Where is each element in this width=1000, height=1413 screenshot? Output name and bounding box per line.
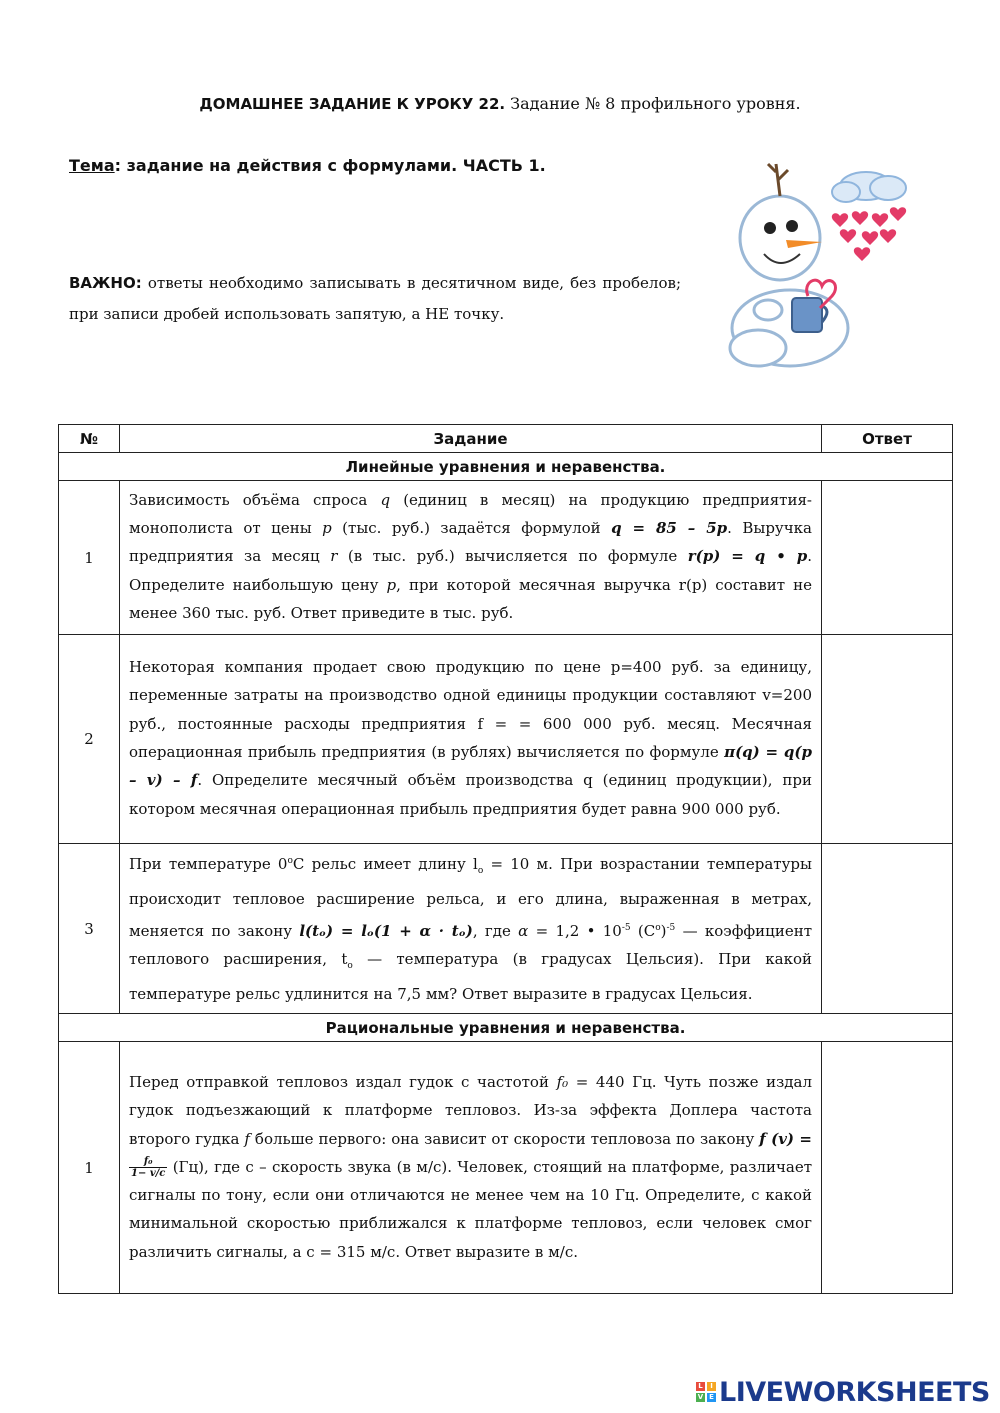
col-number-header: №: [59, 425, 120, 453]
formula: π(q) = q(p – v) – f: [129, 743, 812, 790]
brand-name: LIVEWORKSHEETS: [719, 1376, 990, 1408]
table-row: [59, 844, 953, 1014]
formula: f (v) =: [759, 1129, 812, 1148]
section-linear-title: Линейные уравнения и неравенства.: [59, 453, 953, 481]
answer-cell[interactable]: [822, 635, 953, 844]
task-number: 1: [59, 481, 120, 635]
task-text: Зависимость объёма спроса q (единиц в месяц) на продукцию предприятия-монополиста от цены p (тыс. руб.) задаётся формулой q = 85 – 5p. Выручка предприятия за месяц r (в тыс. руб.) вычисляется по формуле r(p) = q • p. Определите наибольшую цену p, при которой месячная выручка r(p) составит не менее 360 тыс. руб. Ответ приведите в тыс. руб.: [120, 481, 822, 635]
col-task-header: Задание: [120, 425, 822, 453]
answer-cell[interactable]: [822, 1042, 953, 1294]
answer-cell[interactable]: [822, 844, 953, 1014]
topic-heading: Тема: задание на действия с формулами. ЧАСТЬ 1.: [69, 156, 546, 175]
snowman-with-cup-icon: [718, 150, 918, 378]
important-note: ВАЖНО: ответы необходимо записывать в десятичном виде, без пробелов; при записи дробей использовать запятую, а НЕ точку.: [69, 274, 681, 323]
table-row: [59, 1042, 953, 1294]
task-text: Некоторая компания продает свою продукцию по цене p=400 руб. за единицу, переменные затраты на производство одной единицы продукции составляют v=200 руб., постоянные расходы предприятия f = = 600 000 руб. месяц. Месячная операционная прибыль предприятия (в рублях) вычисляется по формуле π(q) = q(p – v) – f. Определите месячный объём производства q (единиц продукции), при котором месячная операционная прибыль предприятия будет равна 900 000 руб.: [120, 635, 822, 844]
section-rational-title: Рациональные уравнения и неравенства.: [59, 1014, 953, 1042]
formula: r(p) = q • p: [687, 547, 808, 566]
formula: q = 85 – 5p: [611, 519, 728, 538]
task-number: 1: [59, 1042, 120, 1294]
section-row: [59, 453, 953, 481]
liveworksheets-logo: [696, 1377, 990, 1407]
section-row: [59, 1014, 953, 1042]
task-number: 3: [59, 844, 120, 1014]
tasks-table: [58, 424, 953, 1294]
table-header-row: [59, 425, 953, 453]
task-text: Перед отправкой тепловоз издал гудок с частотой f₀ = 440 Гц. Чуть позже издал гудок подъезжающий к платформе тепловоз. Из-за эффекта Доплера частота второго гудка f больше первого: она зависит от скорости тепловоза по закону f (v) = $\frac{\text{f₀}}{1- v/c}$ (Гц), где с – скорость звука (в м/с). Человек, стоящий на платформе, различает сигналы по тону, если они отличаются не менее чем на 10 Гц. Определите, с какой минимальной скоростью приближался к платформе тепловоз, если человек смог различить сигналы, а с = 315 м/с. Ответ выразите в м/с.: [120, 1042, 822, 1294]
logo-icon: L I V E: [696, 1382, 716, 1402]
formula: l(tₒ) = lₒ(1 + α · tₒ): [299, 921, 473, 940]
answer-cell[interactable]: [822, 481, 953, 635]
task-text: При температуре $0^оС$ рельс имеет длину $l_о = 10$ м. При возрастании температуры происходит тепловое расширение рельса, и его длина, выраженная в метрах, меняется по закону l(tₒ) = lₒ(1 + α · tₒ), где α = 1,2 • $10^{-5}$ $(С^о)^{-5}$ — коэффициент теплового расширения, $t_о$ — температура (в градусах Цельсия). При какой температуре рельс удлинится на 7,5 мм? Ответ выразите в градусах Цельсия.: [120, 844, 822, 1014]
page-title: ДОМАШНЕЕ ЗАДАНИЕ К УРОКУ 22. Задание № 8 профильного уровня.: [199, 94, 801, 113]
col-answer-header: Ответ: [822, 425, 953, 453]
fraction: $\frac{\text{f₀}}{1- v/c}$: [131, 1156, 166, 1180]
task-number: 2: [59, 635, 120, 844]
table-row: [59, 635, 953, 844]
table-row: [59, 481, 953, 635]
